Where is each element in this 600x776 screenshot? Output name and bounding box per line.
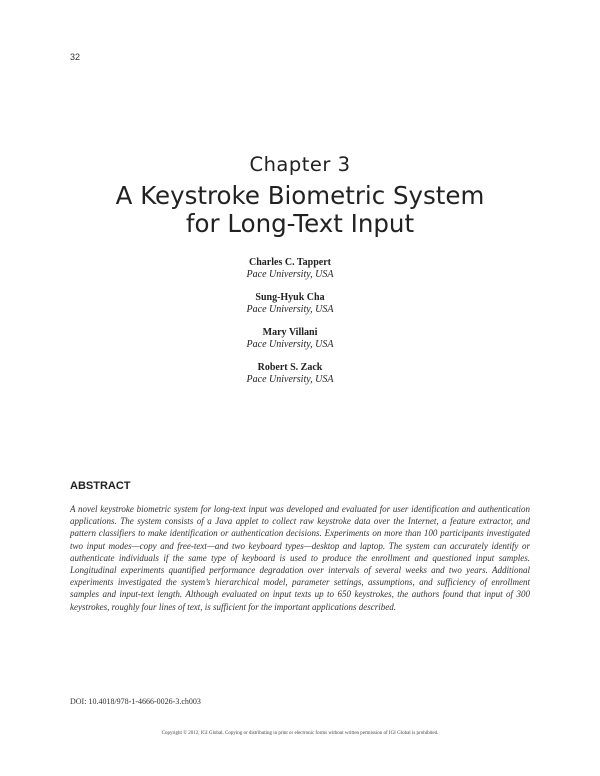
- abstract-body: A novel keystroke biometric system for long-text input was developed and evaluated for user identification and authentication applications. The system consists of a Java applet to collect raw keystroke data over the Internet, a feature extractor, and pattern classifiers to make identification or authentication decisions. Experiments on more than 100 participants investigated two input modes—copy and free-text—and two keyboard types—desktop and laptop. The system can accurately identify or authenticate individuals if the same type of keyboard is used to produce the enrollment and questioned input samples. Longitudinal experiments quantified performance degradation over intervals of several weeks and two years. Additional experiments investigated the system’s hierarchical model, parameter settings, assumptions, and sufficiency of enrollment samples and input-text length. Although evaluated on input texts up to 650 keystrokes, the authors found that input of 300 keystrokes, roughly four lines of text, is sufficient for the important applications described.: [70, 504, 530, 612]
- author-name: Mary Villani: [262, 327, 318, 338]
- chapter-title: [0, 182, 600, 238]
- author-entry: [0, 292, 580, 316]
- author-affiliation: Pace University, USA: [246, 339, 334, 350]
- page-number: 32: [70, 52, 81, 62]
- author-affiliation: Pace University, USA: [246, 374, 334, 385]
- author-name: Sung-Hyuk Cha: [255, 292, 325, 303]
- author-entry: [0, 362, 580, 386]
- doi: DOI: 10.4018/978-1-4666-0026-3.ch003: [70, 697, 201, 706]
- copyright-notice: Copyright © 2012, IGI Global. Copying or distributing in print or electronic forms without written permission of IGI Global is prohibited.: [161, 731, 439, 736]
- author-entry: [0, 257, 580, 281]
- author-name: Robert S. Zack: [257, 362, 323, 373]
- author-affiliation: Pace University, USA: [246, 269, 334, 280]
- author-affiliation: Pace University, USA: [246, 304, 334, 315]
- chapter-title-line-1: A Keystroke Biometric System: [115, 181, 485, 210]
- author-name: Charles C. Tappert: [249, 257, 331, 268]
- abstract-heading: ABSTRACT: [70, 480, 131, 492]
- author-list: [0, 257, 580, 397]
- author-entry: [0, 327, 580, 351]
- chapter-label: Chapter 3: [249, 153, 351, 176]
- chapter-title-line-2: for Long-Text Input: [185, 209, 415, 238]
